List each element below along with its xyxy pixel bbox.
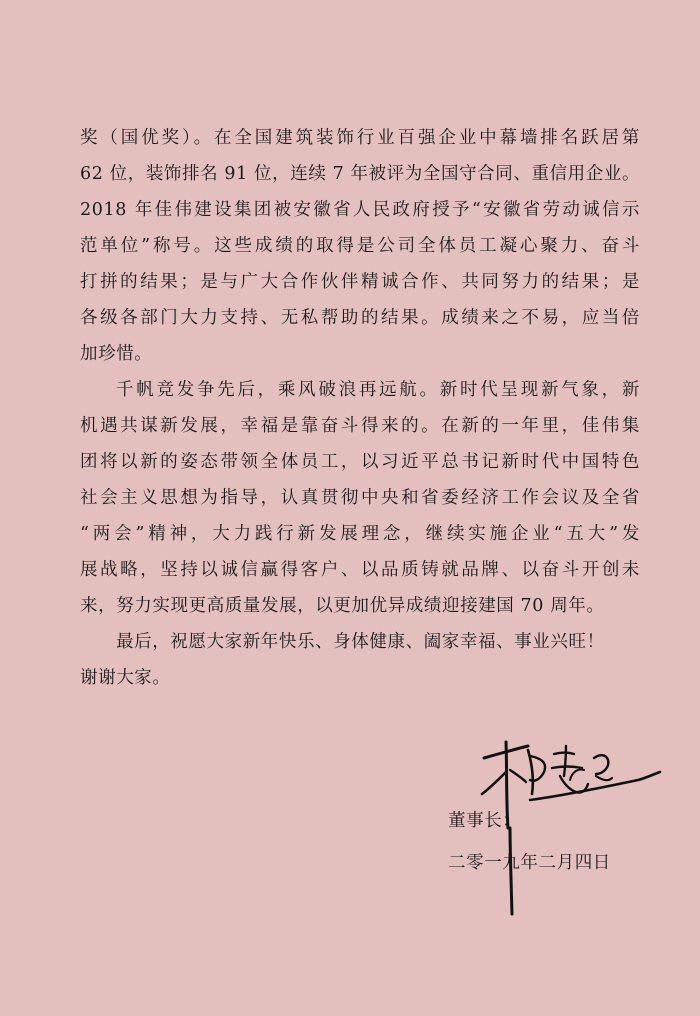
text-line: 社会主义思想为指导，认真贯彻中央和省委经济工作会议及全省 — [80, 488, 640, 508]
text-line: 奖（国优奖）。在全国建筑装饰行业百强企业中幕墙排名跃居第 — [80, 128, 640, 148]
signature-date: 二零一九年二月四日 — [448, 853, 611, 873]
text-line: 加珍惜。 — [80, 344, 153, 364]
text-line: 谢谢大家。 — [80, 668, 171, 688]
text-line: 2018 年佳伟建设集团被安徽省人民政府授予“安徽省劳动诚信示 — [80, 200, 640, 220]
text-line: 各级各部门大力支持、无私帮助的结果。成绩来之不易，应当倍 — [80, 308, 640, 328]
text-line: 62 位，装饰排名 91 位，连续 7 年被评为全国守合同、重信用企业。 — [80, 164, 641, 184]
text-line: 打拼的结果；是与广大合作伙伴精诚合作、共同努力的结果；是 — [80, 272, 640, 292]
text-line: “两会”精神，大力践行新发展理念，继续实施企业“五大”发 — [80, 524, 640, 544]
text-line: 最后，祝愿大家新年快乐、身体健康、阖家幸福、事业兴旺！ — [116, 632, 605, 652]
text-line: 范单位”称号。这些成绩的取得是公司全体员工凝心聚力、奋斗 — [80, 236, 640, 256]
letter-body — [80, 120, 640, 696]
text-line: 展战略，坚持以诚信赢得客户、以品质铸就品牌、以奋斗开创未 — [80, 560, 640, 580]
text-line: 机遇共谋新发展，幸福是靠奋斗得来的。在新的一年里，佳伟集 — [80, 416, 640, 436]
text-line: 来，努力实现更高质量发展，以更加优异成绩迎接建国 70 周年。 — [80, 596, 605, 616]
text-line: 团将以新的姿态带领全体员工，以习近平总书记新时代中国特色 — [80, 452, 640, 472]
text-line: 千帆竞发争先后，乘风破浪再远航。新时代呈现新气象，新 — [116, 380, 640, 400]
signatory-title: 董事长： — [448, 811, 521, 831]
